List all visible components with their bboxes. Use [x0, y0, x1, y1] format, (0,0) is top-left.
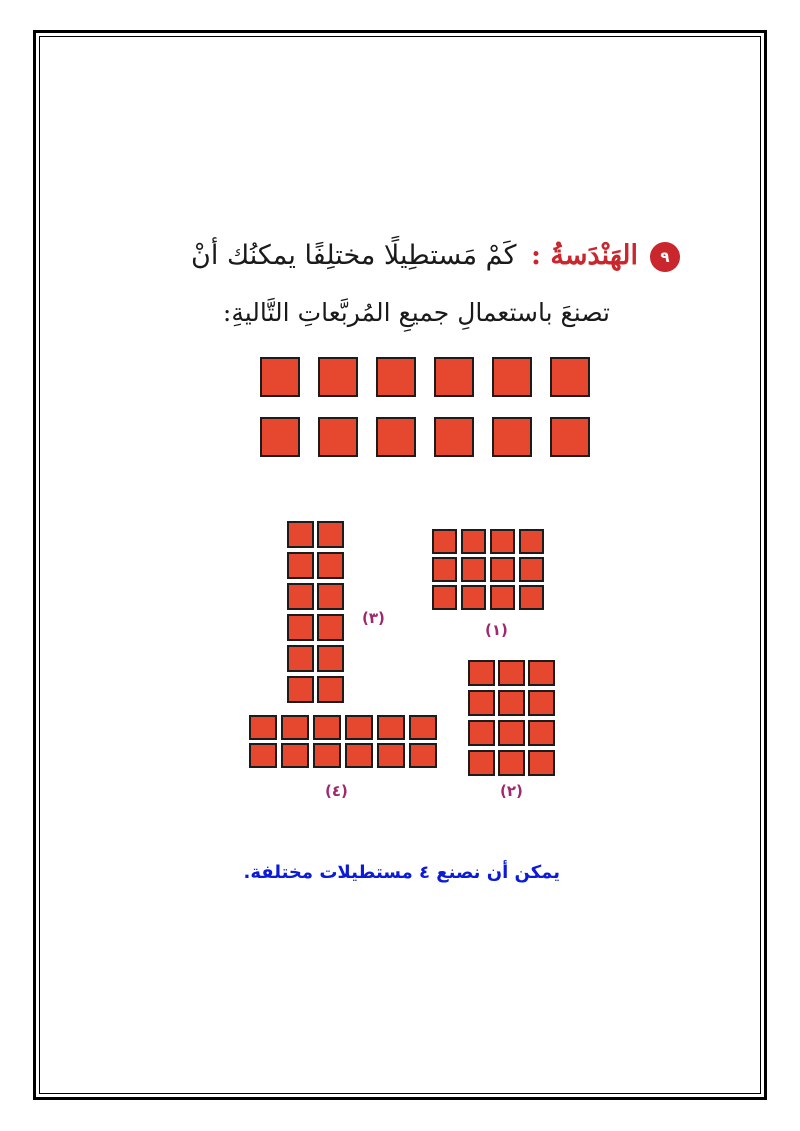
- unit-square: [281, 715, 309, 740]
- unit-square: [287, 645, 314, 672]
- unit-square: [468, 750, 495, 776]
- unit-square: [376, 357, 416, 397]
- unit-square: [260, 417, 300, 457]
- unit-square: [281, 743, 309, 768]
- question-number-badge: ٩: [650, 242, 680, 272]
- unit-square: [498, 690, 525, 716]
- unit-square: [409, 715, 437, 740]
- unit-square: [461, 557, 486, 582]
- rectangle-2-label: (٢): [500, 782, 523, 800]
- unit-square: [432, 557, 457, 582]
- unit-square: [377, 715, 405, 740]
- unit-square: [528, 690, 555, 716]
- rectangle-3: [287, 521, 344, 703]
- unit-square: [519, 585, 544, 610]
- unit-square: [377, 743, 405, 768]
- unit-square: [490, 585, 515, 610]
- question-topic: الهَنْدَسةُ :: [531, 240, 638, 271]
- unit-square: [492, 417, 532, 457]
- unit-square: [249, 743, 277, 768]
- unit-square: [317, 552, 344, 579]
- unit-square: [345, 743, 373, 768]
- unit-square: [313, 743, 341, 768]
- unit-square: [249, 715, 277, 740]
- unit-square: [287, 552, 314, 579]
- unit-square: [318, 417, 358, 457]
- unit-square: [313, 715, 341, 740]
- rectangle-1-label: (١): [485, 621, 508, 639]
- given-squares-grid: [260, 357, 590, 457]
- rectangle-2: [468, 660, 555, 776]
- unit-square: [409, 743, 437, 768]
- question-line-2: تصنعَ باستعمالِ جميعِ المُربَّعاتِ التَّاليةِ:: [222, 298, 610, 327]
- unit-square: [432, 529, 457, 554]
- rectangle-3-label: (٣): [362, 609, 385, 627]
- unit-square: [498, 660, 525, 686]
- answer-text: يمكن أن نصنع ٤ مستطيلات مختلفة.: [243, 862, 560, 883]
- unit-square: [492, 357, 532, 397]
- unit-square: [461, 585, 486, 610]
- question-line-1: [191, 240, 680, 272]
- unit-square: [434, 417, 474, 457]
- unit-square: [317, 583, 344, 610]
- unit-square: [317, 676, 344, 703]
- unit-square: [345, 715, 373, 740]
- question-text-1: كَمْ مَستطِيلًا مختلِفًا يمكنُك أنْ: [191, 240, 517, 271]
- rectangle-4: [249, 715, 437, 768]
- unit-square: [550, 357, 590, 397]
- unit-square: [498, 720, 525, 746]
- unit-square: [287, 614, 314, 641]
- unit-square: [317, 645, 344, 672]
- unit-square: [519, 557, 544, 582]
- unit-square: [287, 583, 314, 610]
- unit-square: [287, 521, 314, 548]
- unit-square: [260, 357, 300, 397]
- unit-square: [528, 750, 555, 776]
- unit-square: [318, 357, 358, 397]
- unit-square: [528, 660, 555, 686]
- unit-square: [317, 614, 344, 641]
- rectangle-4-label: (٤): [325, 782, 348, 800]
- unit-square: [490, 557, 515, 582]
- unit-square: [498, 750, 525, 776]
- unit-square: [528, 720, 555, 746]
- unit-square: [468, 690, 495, 716]
- unit-square: [432, 585, 457, 610]
- unit-square: [490, 529, 515, 554]
- rectangle-1: [432, 529, 544, 610]
- unit-square: [376, 417, 416, 457]
- page-border-inner: [39, 36, 761, 1094]
- unit-square: [317, 521, 344, 548]
- unit-square: [519, 529, 544, 554]
- unit-square: [287, 676, 314, 703]
- unit-square: [461, 529, 486, 554]
- unit-square: [434, 357, 474, 397]
- unit-square: [550, 417, 590, 457]
- unit-square: [468, 720, 495, 746]
- unit-square: [468, 660, 495, 686]
